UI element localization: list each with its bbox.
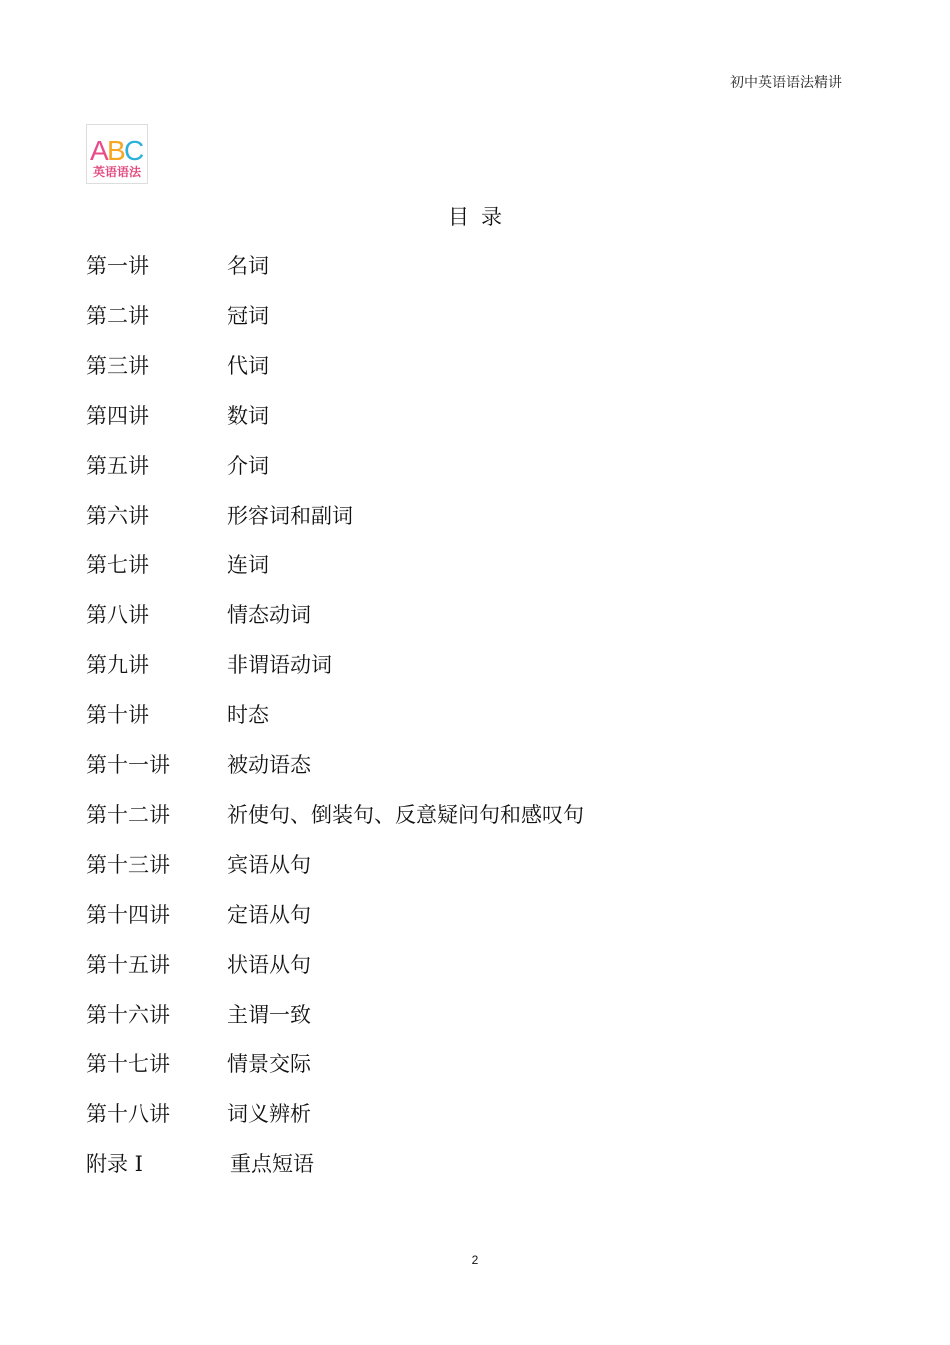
logo-graphic	[87, 125, 147, 183]
toc-entry	[86, 649, 846, 681]
toc-entry-topic: 时态	[227, 703, 269, 728]
toc-entry-number: 附录 Ⅰ	[86, 1152, 143, 1177]
toc-entry-topic: 情态动词	[227, 603, 311, 628]
toc-entry-number: 第六讲	[86, 503, 149, 528]
toc-entry-topic: 宾语从句	[227, 852, 311, 877]
toc-entry-number: 第一讲	[86, 254, 149, 278]
toc-entry	[86, 899, 846, 931]
abc-grammar-logo	[86, 124, 148, 184]
toc-entry-topic: 被动语态	[227, 753, 311, 777]
toc-entry	[86, 599, 846, 631]
toc-entry	[86, 300, 846, 332]
toc-entry-number: 第十五讲	[86, 952, 170, 977]
toc-entry	[86, 400, 846, 432]
toc-entry-number: 第十八讲	[86, 1102, 170, 1127]
toc-entry	[86, 749, 846, 781]
toc-entry-number: 第十二讲	[86, 802, 170, 827]
running-header: 初中英语语法精讲	[730, 75, 842, 91]
toc-entry-topic: 介词	[227, 453, 269, 478]
logo-letter-a: A	[90, 135, 109, 166]
toc-entry-number: 第五讲	[86, 453, 149, 478]
toc-entry	[86, 799, 846, 831]
toc-entry-topic: 形容词和副词	[227, 503, 353, 528]
toc-entry-topic: 代词	[227, 353, 269, 378]
toc-entry-topic: 非谓语动词	[227, 653, 332, 678]
toc-entry-number: 第十六讲	[86, 1002, 170, 1027]
toc-entry-number: 第三讲	[86, 353, 149, 378]
toc-entry-topic: 主谓一致	[227, 1002, 311, 1027]
toc-entry	[86, 999, 846, 1031]
page-number: 2	[471, 1253, 479, 1267]
toc-entry-number: 第十三讲	[86, 852, 170, 877]
toc-entry-number: 第七讲	[86, 553, 149, 578]
toc-entry	[86, 849, 846, 881]
toc-entry-number: 第十七讲	[86, 1052, 170, 1077]
toc-entry-number: 第八讲	[86, 603, 149, 628]
toc-entry	[86, 500, 846, 532]
toc-entry-topic: 连词	[227, 553, 269, 578]
toc-entry	[86, 549, 846, 581]
toc-entry-topic: 状语从句	[227, 952, 311, 977]
toc-entry-topic: 数词	[227, 403, 269, 428]
logo-caption: 英语语法	[92, 165, 142, 179]
toc-entry	[86, 1048, 846, 1080]
toc-entry-topic: 情景交际	[227, 1052, 311, 1077]
toc-entry-topic: 名词	[227, 254, 269, 278]
toc-entry-topic: 定语从句	[227, 902, 311, 927]
toc-entry-topic: 祈使句、倒装句、反意疑问句和感叹句	[227, 802, 584, 827]
logo-letter-c: C	[124, 135, 145, 166]
page-title: 目录	[448, 205, 514, 229]
toc-entry-topic: 冠词	[227, 303, 269, 328]
toc-entry-topic: 重点短语	[230, 1152, 314, 1177]
toc-entry-topic: 词义辨析	[227, 1102, 311, 1127]
toc-entry	[86, 250, 846, 282]
toc-entry-number: 第九讲	[86, 653, 149, 678]
toc-entry-number: 第十讲	[86, 703, 149, 728]
toc-entry-number: 第十四讲	[86, 902, 170, 927]
toc-entry	[86, 1148, 846, 1180]
logo-letter-b: B	[107, 135, 126, 166]
toc-entry	[86, 450, 846, 482]
toc-entry	[86, 949, 846, 981]
toc-entry	[86, 1098, 846, 1130]
toc-entry	[86, 699, 846, 731]
toc-entry-number: 第二讲	[86, 303, 149, 328]
toc-entry-number: 第十一讲	[86, 753, 170, 777]
toc-entry	[86, 350, 846, 382]
toc-entry-number: 第四讲	[86, 403, 149, 428]
